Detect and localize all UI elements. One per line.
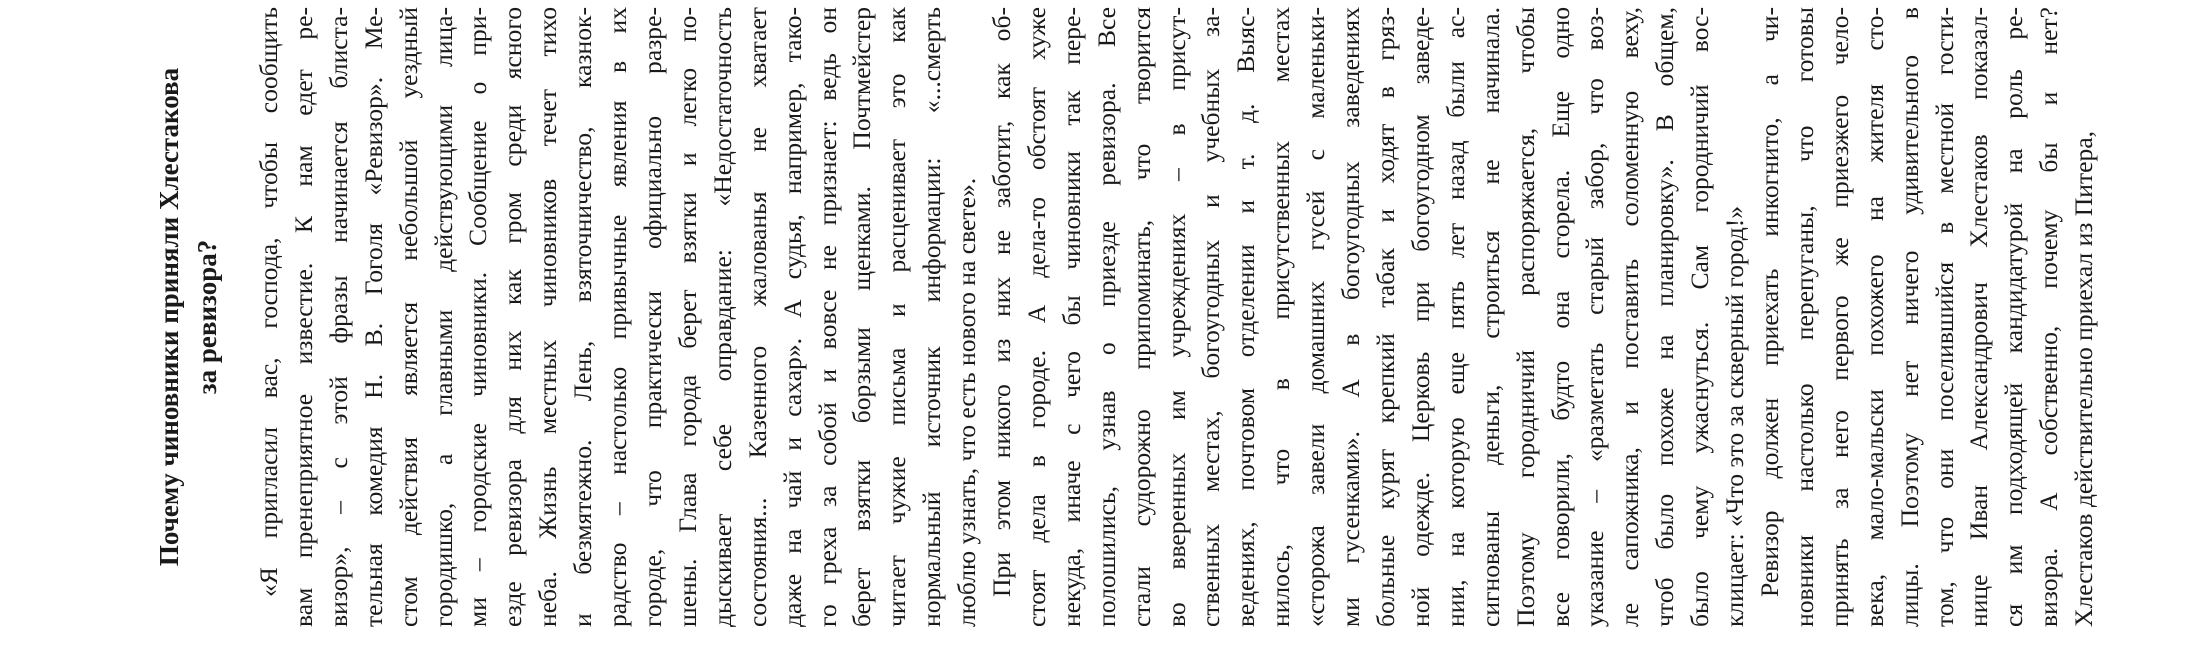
text-line: тельная комедия Н. В. Гоголя «Ревизор». Ме- — [358, 7, 388, 627]
text-line: полошились, узнав о приезде ревизора. Все — [1091, 7, 1121, 627]
text-line: При этом никого из них не заботит, как об- — [987, 7, 1017, 597]
text-line: го греха за собой и вовсе не признает: ведь он — [812, 7, 842, 627]
title-line-2: за ревизора? — [192, 239, 222, 395]
text-line: во вверенных им учреждениях – в присут- — [1161, 7, 1191, 627]
text-line: ся им подходящей кандидатурой на роль ре- — [1999, 7, 2029, 627]
text-line: нии, на которую еще пять лет назад были ас- — [1440, 7, 1470, 627]
paragraph — [985, 7, 1753, 627]
text-line: люблю узнать, что есть нового на свете». — [952, 177, 982, 627]
text-line: принять за него первого же приезжего чело- — [1824, 7, 1854, 627]
text-line: ми – городские чиновники. Сообщение о при- — [463, 7, 493, 627]
text-line: городе, что практически официально разре- — [637, 7, 667, 627]
text-line: ми гусенками». А в богоугодных заведениях — [1336, 7, 1366, 627]
text-line: вам пренеприятное известие. К нам едет ре- — [288, 7, 318, 627]
text-line: чтоб было похоже на планировку». В общем, — [1650, 7, 1680, 627]
text-line: неба. Жизнь местных чиновников течет тихо — [533, 7, 563, 627]
text-line: состояния... Казенного жалованья не хватает — [742, 7, 772, 627]
text-line: ственных местах, богоугодных и учебных за- — [1196, 7, 1226, 627]
text-line: ведениях, почтовом отделении и т. д. Выяс- — [1231, 7, 1261, 627]
text-line: и безмятежно. Лень, взяточничество, казнок- — [568, 7, 598, 627]
text-line: даже на чай и сахар». А судья, например, тако- — [777, 7, 807, 627]
text-line: стали судорожно припоминать, что творится — [1126, 7, 1156, 627]
text-line: ле сапожника, и поставить соломенную веху, — [1615, 7, 1645, 627]
text-line: лицы. Поэтому нет ничего удивительного в — [1894, 7, 1924, 627]
text-line: больные курят крепкий табак и ходят в гряз- — [1371, 7, 1400, 627]
text-line: некуда, иначе с чего бы чиновники так пере- — [1056, 7, 1086, 627]
text-line: «Я пригласил вас, господа, чтобы сообщить — [254, 7, 283, 597]
text-line: дыскивает себе оправдание: «Недостаточность — [707, 7, 737, 627]
text-line: шены. Глава города берет взятки и легко по- — [672, 7, 702, 627]
rotated-text-page — [150, 7, 2099, 627]
text-line: стоят дела в городе. А дела-то обстоят хуже — [1021, 7, 1051, 627]
text-line: все говорили, будто она сгорела. Еще одно — [1545, 7, 1575, 627]
title-line-1: Почему чиновники приняли Хлестакова — [154, 67, 184, 567]
text-line: было чему ужаснуться. Сам городничий вос- — [1685, 7, 1715, 627]
text-line: клицает: «Что это за скверный город!» — [1720, 205, 1750, 627]
text-line: века, мало-мальски похожего на жителя сто- — [1859, 7, 1889, 627]
text-line: указание – «разметать старый забор, что воз- — [1580, 7, 1610, 627]
text-line: Хлестаков действительно приехал из Питера, — [2069, 130, 2099, 627]
paragraph — [252, 7, 985, 627]
text-line: визор», – с этой фразы начинается блиста- — [323, 7, 353, 627]
text-line: Ревизор должен приехать инкогнито, а чи- — [1754, 7, 1784, 597]
text-line: читает чужие письма и расценивает это как — [882, 7, 912, 627]
text-line: визора. А собственно, почему бы и нет? — [2034, 7, 2064, 627]
text-line: Поэтому городничий распоряжается, чтобы — [1510, 7, 1540, 627]
text-line: стом действия является небольшой уездный — [393, 7, 423, 627]
text-line: новники настолько перепуганы, что готовы — [1789, 7, 1819, 627]
text-line: нице Иван Александрович Хлестаков показал- — [1964, 7, 1994, 627]
text-line: городишко, а главными действующими лица- — [428, 7, 458, 627]
paragraph — [1753, 7, 2102, 627]
text-line: радство – настолько привычные явления в их — [603, 7, 633, 627]
article-title — [150, 7, 226, 627]
text-line: «сторожа завели домашних гусей с маленьки- — [1301, 7, 1331, 627]
text-line: ной одежде. Церковь при богоугодном заведе- — [1405, 7, 1435, 627]
text-line: том, что они поселившийся в местной гости- — [1929, 7, 1959, 627]
text-line: берет взятки борзыми щенками. Почтмейстер — [847, 7, 877, 627]
text-line: нормальный источник информации: «...смерть — [917, 7, 947, 627]
article-body — [252, 7, 2102, 627]
text-line: сигнованы деньги, строиться не начинала. — [1475, 7, 1505, 627]
text-line: нилось, что в присутственных местах — [1266, 7, 1296, 627]
text-line: езде ревизора для них как гром среди ясного — [498, 7, 528, 627]
